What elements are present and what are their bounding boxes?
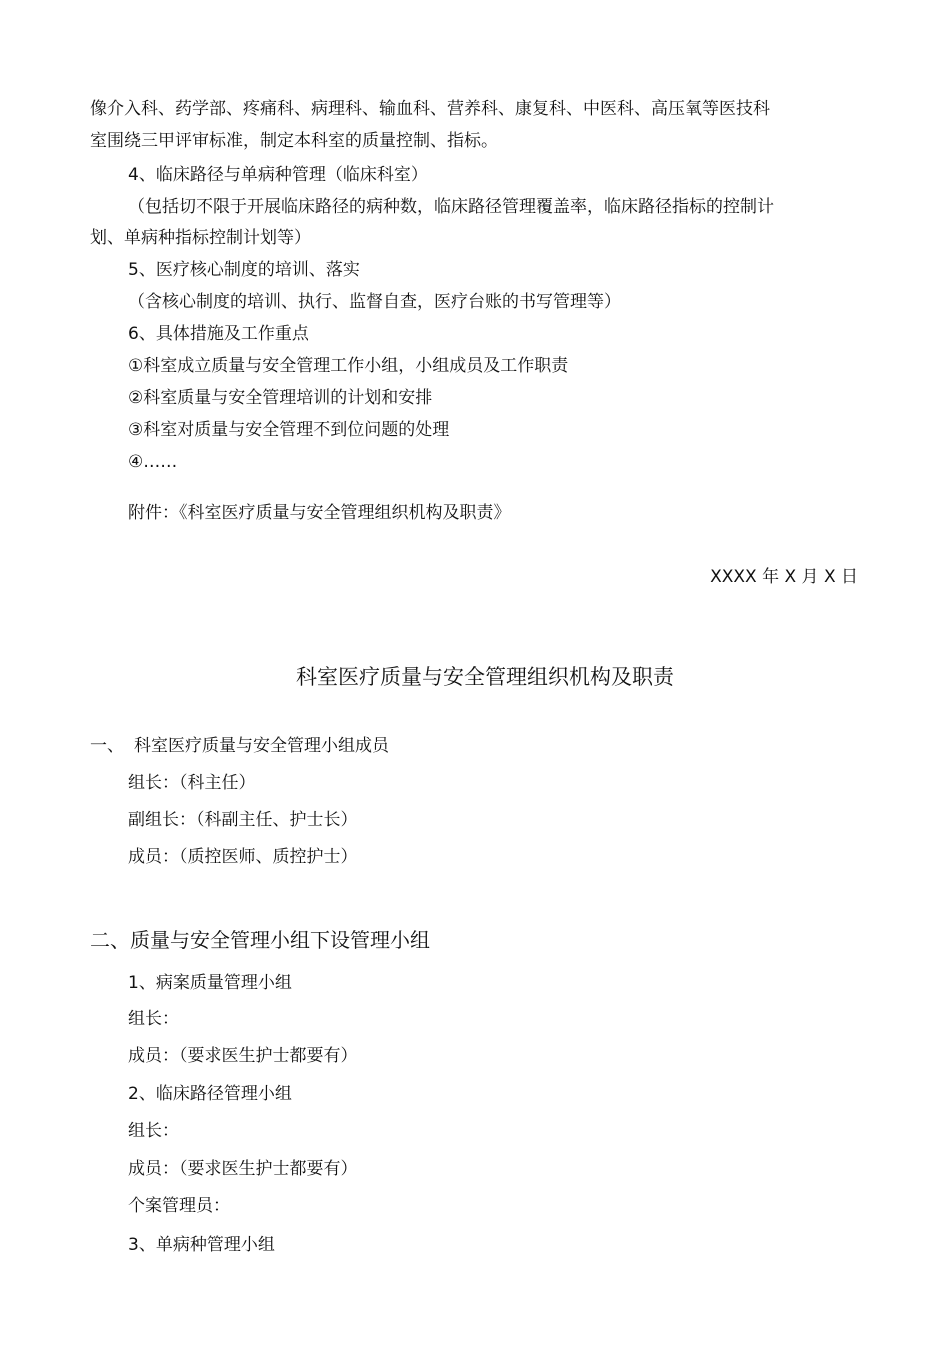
- item-4-heading: 4、临床路径与单病种管理（临床科室）: [128, 165, 428, 185]
- part-1-heading: 科室医疗质量与安全管理小组成员: [134, 736, 389, 756]
- list-item: ①科室成立质量与安全管理工作小组，小组成员及工作职责: [128, 356, 569, 376]
- group-1-title: 1、病案质量管理小组: [128, 973, 292, 993]
- section-title: 科室医疗质量与安全管理组织机构及职责: [296, 665, 674, 689]
- leader-line: 组长：（科主任）: [128, 773, 256, 793]
- list-item: ③科室对质量与安全管理不到位问题的处理: [128, 420, 450, 440]
- case-manager-line: 个案管理员：: [128, 1196, 230, 1216]
- attachment-note: 附件：《科室医疗质量与安全管理组织机构及职责》: [128, 503, 511, 523]
- item-5-heading: 5、医疗核心制度的培训、落实: [128, 260, 360, 280]
- list-item: ④……: [128, 452, 178, 472]
- group-1-leader: 组长：: [128, 1009, 179, 1029]
- vice-leader-line: 副组长：（科副主任、护士长）: [128, 810, 358, 830]
- paragraph-line: 划、单病种指标控制计划等）: [90, 228, 311, 248]
- document-date: XXXX 年 X 月 X 日: [710, 567, 858, 587]
- item-6-heading: 6、具体措施及工作重点: [128, 324, 309, 344]
- list-item: ②科室质量与安全管理培训的计划和安排: [128, 388, 433, 408]
- part-2-heading: 二、质量与安全管理小组下设管理小组: [90, 928, 430, 952]
- members-line: 成员：（质控医师、质控护士）: [128, 847, 358, 867]
- group-2-members: 成员：（要求医生护士都要有）: [128, 1159, 358, 1179]
- part-1-number: 一、: [90, 736, 124, 756]
- paragraph-line: 像介入科、药学部、疼痛科、病理科、输血科、营养科、康复科、中医科、高压氧等医技科: [90, 99, 770, 119]
- paragraph-line: （包括切不限于开展临床路径的病种数，临床路径管理覆盖率，临床路径指标的控制计: [128, 197, 774, 217]
- paragraph-line: 室围绕三甲评审标准，制定本科室的质量控制、指标。: [90, 131, 498, 151]
- group-2-title: 2、临床路径管理小组: [128, 1084, 292, 1104]
- group-1-members: 成员：（要求医生护士都要有）: [128, 1046, 358, 1066]
- paragraph-line: （含核心制度的培训、执行、监督自查，医疗台账的书写管理等）: [128, 292, 621, 312]
- group-3-title: 3、单病种管理小组: [128, 1235, 275, 1255]
- group-2-leader: 组长：: [128, 1121, 179, 1141]
